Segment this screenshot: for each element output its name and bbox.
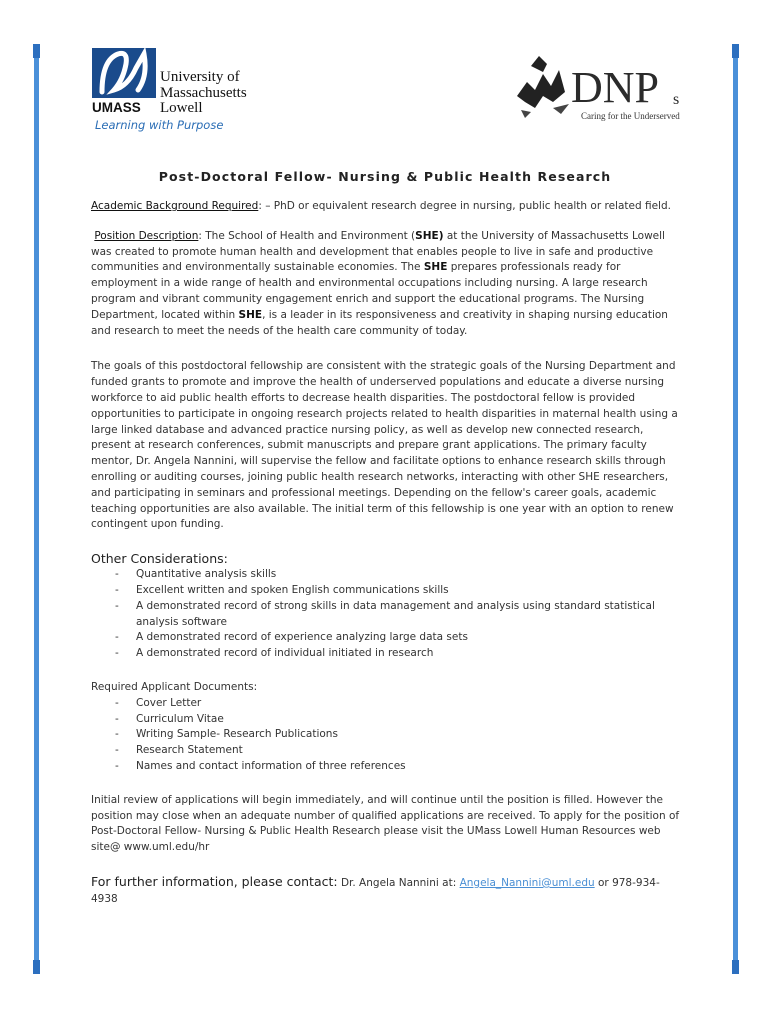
list-item: - Writing Sample- Research Publications xyxy=(91,727,685,743)
left-border-bar xyxy=(34,46,39,972)
svg-text:Massachusetts: Massachusetts xyxy=(160,85,247,101)
page-title: Post-Doctoral Fellow- Nursing & Public Health Research xyxy=(158,169,612,184)
list-item: - Research Statement xyxy=(91,743,685,759)
list-item: - A demonstrated record of experience analyzing large data sets xyxy=(91,630,685,646)
svg-text:s: s xyxy=(673,91,680,108)
position-label: Position Description xyxy=(94,229,199,242)
academic-background xyxy=(91,199,685,215)
considerations-list xyxy=(91,567,685,662)
fellowship-goals: The goals of this postdoctoral fellowship are consistent with the strategic goals of the Nursing Department and funded grants to promote and improve the health of underserved populations and educate a diverse nursing workforce to aid public health efforts to decrease health disparities. The postdoctoral fellow is provided opportunities to participate in ongoing research projects related to health disparities in maternal health using a large linked database and advanced practice nursing policy, as well as develop new connected research, present at research conferences, submit manuscripts and prepare grant applications. The primary faculty mentor, Dr. Angela Nannini, will supervise the fellow and facilitate options to enhance research skills through enrolling or auditing courses, joining public health research networks, interacting with other SHE researchers, and participating in seminars and professional meetings. Depending on the fellow's career goals, academic teaching opportunities are also available. The initial term of this fellowship is one year with an option to renew contingent upon funding. xyxy=(91,360,678,531)
list-item: - A demonstrated record of individual initiated in research xyxy=(91,646,685,662)
contact-lead: For further information, please contact: xyxy=(91,873,338,889)
review-paragraph: Initial review of applications will begin immediately, and will continue until the position is filled. However the position may close when an adequate number of qualified applications are received. To apply for the position of Post-Doctoral Fellow- Nursing & Public Health Research please visit the UMass Lowell Human Resources web site@ www.uml.edu/hr xyxy=(91,793,680,854)
documents-heading: Required Applicant Documents: xyxy=(91,680,258,693)
svg-text:University of: University of xyxy=(160,69,240,85)
svg-text:Lowell: Lowell xyxy=(160,100,203,116)
contact-email-link[interactable]: Angela_Nannini@uml.edu xyxy=(459,876,595,889)
list-item: - Names and contact information of three references xyxy=(91,759,685,775)
academic-label: Academic Background Required xyxy=(91,200,259,212)
umass-tagline: Learning with Purpose xyxy=(95,118,224,132)
list-item: - Excellent written and spoken English communications skills xyxy=(91,583,685,599)
academic-text: : – PhD or equivalent research degree in nursing, public health or related field. xyxy=(258,200,671,212)
document-body xyxy=(91,199,685,907)
svg-text:UMASS: UMASS xyxy=(92,100,141,115)
umass-lowell-logo xyxy=(88,46,258,116)
right-border-bar xyxy=(733,46,738,972)
considerations-heading: Other Considerations: xyxy=(91,551,228,567)
dnp-logo xyxy=(513,52,693,124)
list-item: - A demonstrated record of strong skills in data management and analysis using standard statistical analysis software xyxy=(91,599,685,631)
documents-list xyxy=(91,696,685,775)
list-item: - Curriculum Vitae xyxy=(91,712,685,728)
position-description: Position Description: The School of Health and Environment (SHE) at the University of Massachusetts Lowell was created to promote human health and development that enables people to live in safe and productive communities and environmentally sustainable economies. The SHE prepares professionals ready for employment in a wide range of health and environmental occupations including nursing. A large research program and vibrant community engagement enrich and support the educational programs. The Nursing Department, located within SHE, is a leader in its responsiveness and creativity in shaping nursing education and research to meet the needs of the health care community of today. xyxy=(91,229,668,337)
contact-phone: or 978-934-4938 xyxy=(91,876,660,905)
dnp-figure-icon xyxy=(517,56,569,118)
svg-text:DNP: DNP xyxy=(571,63,660,112)
list-item: - Cover Letter xyxy=(91,696,685,712)
contact-name: Dr. Angela Nannini at: xyxy=(337,876,460,889)
svg-text:Caring for the Underserved: Caring for the Underserved xyxy=(581,111,680,121)
list-item: - Quantitative analysis skills xyxy=(91,567,685,583)
contact-line xyxy=(91,874,685,908)
